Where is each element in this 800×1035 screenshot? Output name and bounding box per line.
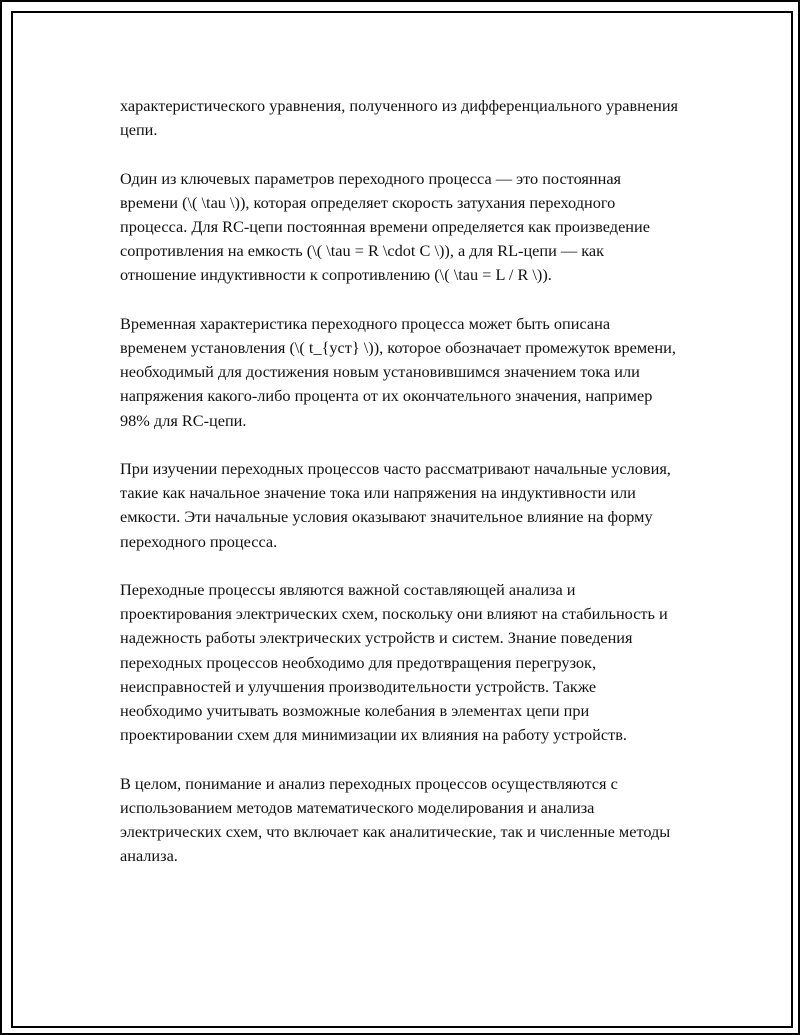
document-body: [120, 94, 680, 893]
paragraph-5: Переходные процессы являются важной составляющей анализа и проектирования электрических схем, поскольку они влияют на стабильность и надежность работы электрических устройств и систем. Знание поведения переходных процессов необходимо для предотвращения перегрузок, неисправностей и улучшения производительности устройств. Также необходимо учитывать возможные колебания в элементах цепи при проектировании схем для минимизации их влияния на работу устройств.: [120, 580, 668, 745]
paragraph-6: В целом, понимание и анализ переходных процессов осуществляются с использованием методов математического моделирования и анализа электрических схем, что включает как аналитические, так и численные методы анализа.: [120, 773, 671, 866]
paragraph-1: характеристического уравнения, полученного из дифференциального уравнения цепи.: [120, 96, 679, 140]
paragraph-4: При изучении переходных процессов часто рассматривают начальные условия, такие как начальное значение тока или напряжения на индуктивности или емкости. Эти начальные условия оказывают значительное влияние на форму переходного процесса.: [120, 459, 671, 551]
paragraph-2: Один из ключевых параметров переходного процесса — это постоянная времени (\( \tau \)), которая определяет скорость затухания переходного процесса. Для RC-цепи постоянная времени определяется как произведение сопротивления на емкость (\( \tau = R \cdot C \)), а для RL-цепи — как отношение индуктивности к сопротивлению (\( \tau = L / R \)).: [120, 168, 650, 285]
paragraph-3: Временная характеристика переходного процесса может быть описана временем установления (\( t_{уст} \)), которое обозначает промежуток времени, необходимый для достижения новым установившимся значением тока или напряжения какого-либо процента от их окончательного значения, например 98% для RC-цепи.: [120, 313, 676, 430]
